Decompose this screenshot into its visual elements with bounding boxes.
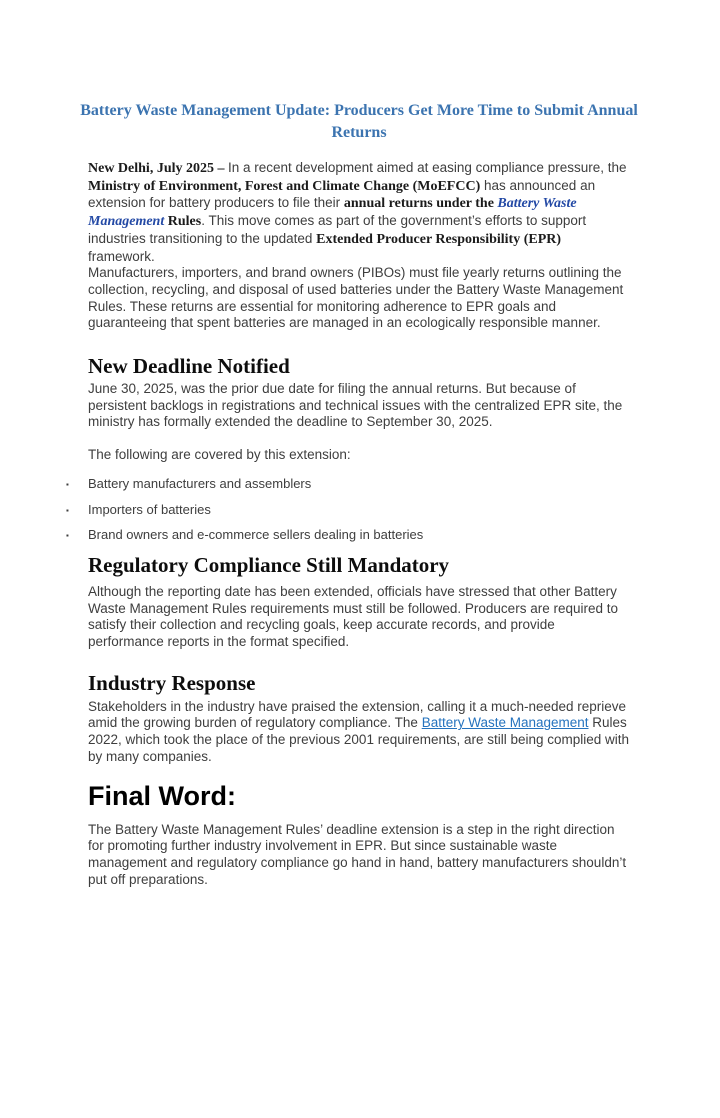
industry-paragraph <box>88 699 630 766</box>
list-item-text: Importers of batteries <box>88 501 211 517</box>
list-item <box>66 475 630 493</box>
list-item <box>66 501 630 519</box>
intro-text-2: has announced an extension for battery producers to file their <box>88 177 596 211</box>
dateline: New Delhi, July 2025 – <box>88 161 228 176</box>
compliance-paragraph: Although the reporting date has been extended, officials have stressed that other Battery Waste Management Rules requirements must still be followed. Producers are required to satisfy their collection and recycling goals, keep accurate records, and provide performance reports in the format specified. <box>88 583 618 650</box>
epr-bold: Extended Producer Responsibility (EPR) <box>316 231 562 247</box>
list-item-text: Battery manufacturers and assemblers <box>88 475 312 491</box>
rules-bold: Rules <box>164 214 202 230</box>
document-page <box>0 100 720 1118</box>
intro-paragraph <box>88 160 630 265</box>
heading-new-deadline: New Deadline Notified <box>88 354 290 379</box>
pibo-paragraph: Manufacturers, importers, and brand owners (PIBOs) must file yearly returns outlining the collection, recycling, and disposal of used batteries under the Battery Waste Management Rules. These returns are essential for monitoring adherence to EPR goals and guaranteeing that spent batteries are managed in an ecologically responsible manner. <box>88 265 624 331</box>
battery-waste-management-inline-link[interactable]: Battery Waste Management <box>88 196 577 230</box>
final-paragraph: The Battery Waste Management Rules’ deadline extension is a step in the right direction for promoting further industry involvement in EPR. But since sustainable waste management and regulatory compliance go hand in hand, battery manufacturers shouldn’t put off preparations. <box>88 821 627 887</box>
square-bullet-icon: ▪ <box>66 479 69 489</box>
heading-regulatory-compliance: Regulatory Compliance Still Mandatory <box>88 552 450 577</box>
intro-text-3: . This move comes as part of the government’s efforts to support industries transitioning to the updated <box>88 213 587 246</box>
heading-industry-response: Industry Response <box>88 670 256 695</box>
annual-returns-bold: annual returns under the <box>343 196 498 212</box>
list-item <box>66 527 630 544</box>
battery-waste-management-hyperlink[interactable]: Battery Waste Management <box>421 715 589 731</box>
square-bullet-icon: ▪ <box>66 531 69 541</box>
industry-text-2: Rules 2022, which took the place of the previous 2001 requirements, are still being complied with by many companies. <box>88 715 630 764</box>
document-title: Battery Waste Management Update: Producers Get More Time to Submit Annual Returns <box>80 102 638 141</box>
deadline-paragraph: June 30, 2025, was the prior due date for filing the annual returns. But because of persistent backlogs in registrations and technical issues with the centralized EPR site, the ministry has formally extended the deadline to September 30, 2025. <box>88 381 623 430</box>
list-item-text: Brand owners and e-commerce sellers dealing in batteries <box>88 527 424 543</box>
ministry-name: Ministry of Environment, Forest and Climate Change (MoEFCC) <box>88 178 481 194</box>
extension-coverage-list <box>66 475 630 544</box>
intro-text-1: In a recent development aimed at easing compliance pressure, the <box>228 160 627 175</box>
intro-text-4: framework. <box>88 248 155 264</box>
square-bullet-icon: ▪ <box>66 505 69 515</box>
list-intro-text: The following are covered by this extension: <box>88 447 351 463</box>
industry-text-1: Stakeholders in the industry have praised the extension, calling it a much-needed reprieve amid the growing burden of regulatory compliance. The <box>88 698 627 731</box>
heading-final-word: Final Word: <box>88 780 236 811</box>
